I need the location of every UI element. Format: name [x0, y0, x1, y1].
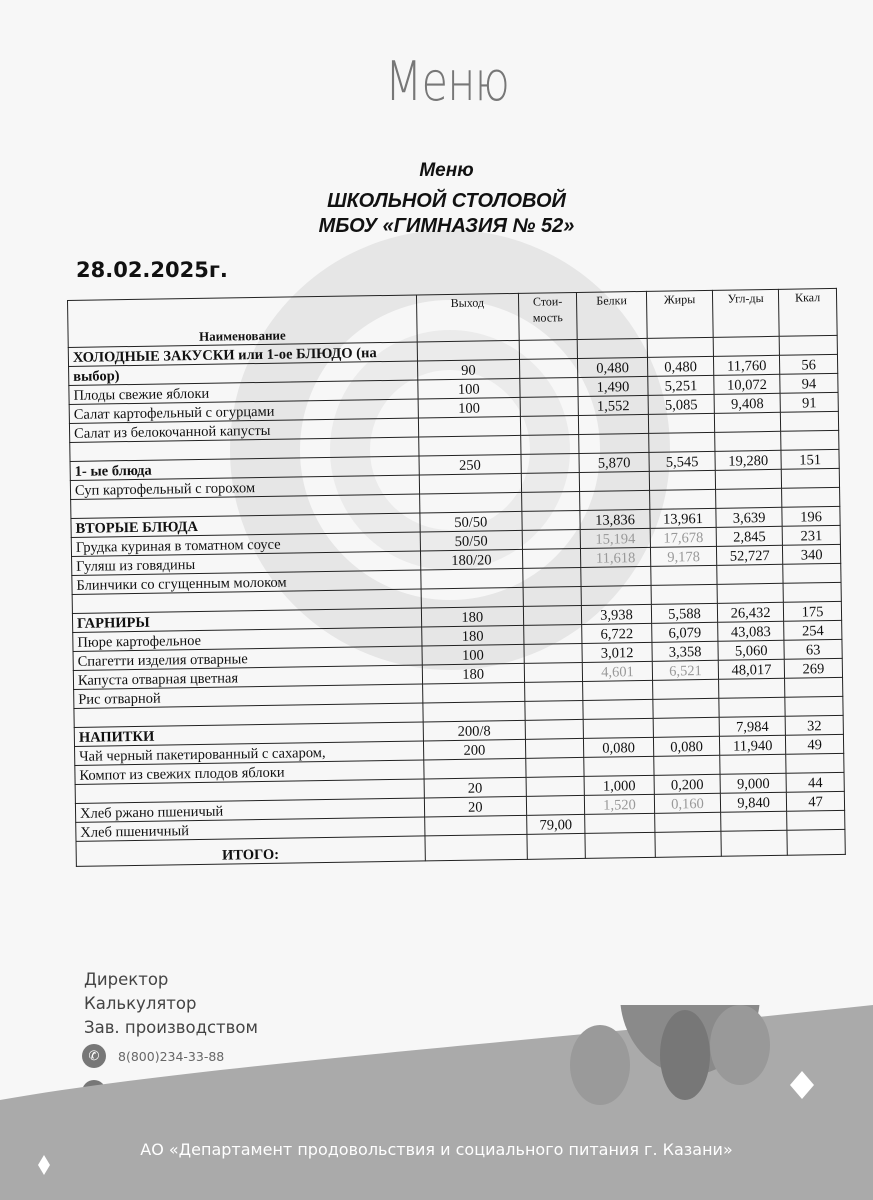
table-cell-b	[579, 433, 649, 453]
table-cell-name: Плоды свежие яблоки	[69, 380, 418, 404]
table-cell-f: 5,085	[648, 394, 714, 414]
table-cell-cost	[523, 605, 581, 625]
table-cell-f	[655, 812, 721, 832]
table-cell-b: 5,870	[579, 452, 649, 472]
table-cell-f: 0,480	[647, 356, 713, 376]
table-cell-out	[421, 587, 524, 608]
table-cell-cost	[525, 700, 583, 720]
menu-date: 28.02.2025г.	[76, 258, 228, 282]
table-cell-name: Компот из свежих плодов яблоки	[75, 760, 424, 784]
table-cell-k: 56	[780, 354, 838, 374]
menu-title: Меню	[419, 160, 474, 181]
table-cell-k: 196	[782, 506, 840, 526]
table-cell-k: 175	[784, 601, 842, 621]
table-cell-b	[581, 566, 651, 586]
table-cell-cost	[521, 453, 579, 473]
table-cell-name: ХОЛОДНЫЕ ЗАКУСКИ или 1-ое БЛЮДО (на	[68, 342, 417, 366]
table-cell-f: 6,079	[652, 622, 718, 642]
table-cell-c	[719, 678, 785, 698]
table-cell-name: Блинчики со сгущенным молоком	[72, 570, 421, 594]
table-cell-k	[785, 677, 843, 697]
table-cell-k: 63	[784, 639, 842, 659]
table-cell-name: Грудка куриная в томатном соусе	[71, 532, 420, 556]
table-cell-k	[787, 810, 845, 830]
table-cell-cost	[526, 795, 584, 815]
table-cell-name: Капуста отварная цветная	[73, 665, 422, 689]
table-cell-c: 2,845	[716, 526, 782, 546]
phone-icon: ✆	[82, 1044, 106, 1068]
table-cell-f: 5,545	[649, 451, 715, 471]
table-cell-cost	[525, 738, 583, 758]
table-cell-out	[419, 492, 522, 513]
table-cell-b: 0,480	[578, 357, 648, 377]
table-cell-cost	[524, 624, 582, 644]
table-cell-c: 10,072	[714, 374, 780, 394]
table-cell-name: ГАРНИРЫ	[72, 608, 421, 632]
table-cell-c: 3,639	[716, 507, 782, 527]
handwritten-title: Меню	[385, 50, 509, 113]
table-cell-f	[649, 470, 715, 490]
table-cell-name: Спагетти изделия отварные	[73, 646, 422, 670]
table-cell-name: Хлеб пшеничный	[76, 817, 425, 841]
table-cell-f: 0,080	[653, 736, 719, 756]
table-cell-cost	[519, 358, 577, 378]
table-cell-c	[719, 697, 785, 717]
table-cell-b: 1,520	[584, 794, 654, 814]
table-cell-c	[715, 469, 781, 489]
table-cell-out	[423, 758, 526, 779]
table-cell-k	[782, 487, 840, 507]
total-label: ИТОГО:	[76, 836, 425, 866]
school-name: МБОУ «ГИМНАЗИЯ № 52»	[318, 215, 575, 237]
table-cell-c: 9,000	[720, 773, 786, 793]
table-cell-b	[578, 414, 648, 434]
table-cell-c	[717, 583, 783, 603]
table-cell-k: 94	[780, 373, 838, 393]
table-cell-k: 254	[784, 620, 842, 640]
table-cell-name: Салат картофельный с огурцами	[69, 399, 418, 423]
table-cell-c	[715, 431, 781, 451]
table-cell-c: 11,760	[714, 355, 780, 375]
table-cell-b: 0,080	[584, 737, 654, 757]
table-cell-f: 9,178	[650, 546, 716, 566]
table-cell-cost	[523, 586, 581, 606]
table-cell-f	[653, 698, 719, 718]
table-cell-b	[581, 585, 651, 605]
table-cell-out: 180/20	[420, 549, 523, 570]
table-cell-f: 3,358	[652, 641, 718, 661]
table-cell-k: 231	[782, 525, 840, 545]
table-cell-f: 0,160	[654, 793, 720, 813]
table-cell-cost	[526, 776, 584, 796]
table-cell-c: 52,727	[717, 545, 783, 565]
table-cell-k: 47	[786, 791, 844, 811]
table-cell-b	[577, 338, 647, 358]
table-cell-out: 180	[422, 663, 525, 684]
table-cell-name: 1- ые блюда	[70, 456, 419, 480]
table-cell-b: 4,601	[582, 661, 652, 681]
table-cell-b: 6,722	[582, 623, 652, 643]
table-cell-out: 50/50	[420, 511, 523, 532]
table-cell-f	[654, 755, 720, 775]
table-cell-f: 6,521	[652, 660, 718, 680]
table-cell-name: Суп картофельный с горохом	[70, 475, 419, 499]
table-cell-name: Пюре картофельное	[73, 627, 422, 651]
table-cell-c: 48,017	[718, 659, 784, 679]
table-cell-b	[583, 718, 653, 738]
table-cell-cost	[525, 719, 583, 739]
table-cell-c: 5,060	[718, 640, 784, 660]
organization-name: АО «Департамент продовольствия и социального питания г. Казани»	[140, 1140, 733, 1159]
table-cell-k: 151	[781, 449, 839, 469]
table-cell-out: 90	[417, 359, 520, 380]
table-cell-cost	[522, 491, 580, 511]
table-cell-f	[653, 717, 719, 737]
table-cell-k	[779, 335, 837, 355]
col-header-name: Наименование	[68, 295, 417, 347]
table-cell-b: 1,000	[584, 775, 654, 795]
table-cell-c: 43,083	[718, 621, 784, 641]
table-cell-b: 3,012	[582, 642, 652, 662]
table-cell-b: 15,194	[580, 528, 650, 548]
table-cell-c: 9,408	[714, 393, 780, 413]
table-cell-f	[651, 565, 717, 585]
table-cell-f: 13,961	[650, 508, 716, 528]
table-cell-out: 50/50	[420, 530, 523, 551]
table-cell-out	[419, 473, 522, 494]
table-cell-cost	[519, 339, 577, 359]
table-cell-b	[584, 756, 654, 776]
table-cell-b: 1,490	[578, 376, 648, 396]
table-cell-out	[417, 340, 520, 361]
table-cell-f: 5,588	[651, 603, 717, 623]
table-cell-c: 19,280	[715, 450, 781, 470]
table-cell-c: 11,940	[720, 735, 786, 755]
footer-wave	[0, 1005, 873, 1200]
table-cell-c	[720, 754, 786, 774]
table-cell-out: 200/8	[423, 720, 526, 741]
table-cell-out: 180	[421, 606, 524, 627]
table-cell-name: Чай черный пакетированный с сахаром,	[75, 741, 424, 765]
table-cell-b: 13,836	[580, 509, 650, 529]
table-cell-out: 180	[421, 625, 524, 646]
table-cell-k: 269	[784, 658, 842, 678]
table-cell-name: Гуляш из говядины	[72, 551, 421, 575]
col-header-cost: Стои-мость	[518, 292, 577, 340]
table-cell-cost	[522, 548, 580, 568]
table-cell-c	[721, 811, 787, 831]
table-cell-k	[783, 582, 841, 602]
table-cell-out	[424, 815, 527, 836]
table-cell-f: 0,200	[654, 774, 720, 794]
table-cell-b: 3,938	[581, 604, 651, 624]
table-cell-name: выбор)	[69, 361, 418, 385]
calculator-label: Калькулятор	[84, 994, 197, 1013]
table-cell-out: 100	[418, 397, 521, 418]
menu-table	[67, 288, 846, 867]
table-cell-k	[781, 430, 839, 450]
table-cell-cost	[526, 757, 584, 777]
table-cell-cost	[521, 472, 579, 492]
table-cell-cost	[520, 377, 578, 397]
table-cell-out	[418, 435, 521, 456]
table-cell-cost	[524, 681, 582, 701]
table-cell-k	[781, 411, 839, 431]
character-mascot	[660, 1010, 710, 1100]
table-cell-f	[651, 584, 717, 604]
table-cell-cost	[524, 643, 582, 663]
table-cell-k	[783, 563, 841, 583]
table-cell-c	[716, 488, 782, 508]
table-cell-k: 49	[786, 734, 844, 754]
table-cell-out: 100	[417, 378, 520, 399]
table-cell-name: Рис отварной	[74, 684, 423, 708]
table-cell-k	[781, 468, 839, 488]
table-cell-cost	[522, 510, 580, 530]
table-cell-out: 20	[424, 796, 527, 817]
table-cell-name: ВТОРЫЕ БЛЮДА	[71, 513, 420, 537]
table-cell-c: 7,984	[719, 716, 785, 736]
menu-subtitle: ШКОЛЬНОЙ СТОЛОВОЙ	[327, 190, 566, 212]
col-header-kcal: Ккал	[779, 288, 838, 336]
col-header-fat: Жиры	[646, 290, 713, 338]
table-cell-f	[653, 679, 719, 699]
table-cell-k: 340	[783, 544, 841, 564]
table-cell-out	[423, 701, 526, 722]
table-cell-f	[647, 337, 713, 357]
table-cell-b	[580, 490, 650, 510]
table-cell-b	[579, 471, 649, 491]
table-cell-f	[649, 432, 715, 452]
table-cell-cost	[521, 434, 579, 454]
table-cell-k	[785, 696, 843, 716]
table-cell-k: 32	[785, 715, 843, 735]
table-cell-name: Салат из белокочанной капусты	[69, 418, 418, 442]
table-cell-f	[648, 413, 714, 433]
table-cell-b	[585, 813, 655, 833]
table-cell-c	[714, 412, 780, 432]
table-cell-out	[422, 682, 525, 703]
table-cell-cost	[520, 396, 578, 416]
table-cell-b	[583, 680, 653, 700]
table-cell-cost	[524, 662, 582, 682]
table-cell-k: 91	[780, 392, 838, 412]
table-cell-out	[418, 416, 521, 437]
table-cell-cost	[520, 415, 578, 435]
table-cell-f: 17,678	[650, 527, 716, 547]
table-cell-c: 9,840	[720, 792, 786, 812]
director-label: Директор	[84, 970, 169, 989]
table-cell-out: 250	[419, 454, 522, 475]
table-cell-k	[786, 753, 844, 773]
character-mascot	[710, 1005, 770, 1085]
table-cell-f: 5,251	[648, 375, 714, 395]
table-cell-b	[583, 699, 653, 719]
table-cell-cost	[523, 567, 581, 587]
table-cell-b: 11,618	[581, 547, 651, 567]
table-cell-out: 20	[424, 777, 527, 798]
col-header-protein: Белки	[577, 291, 648, 339]
character-mascot	[570, 1025, 630, 1105]
table-cell-k: 44	[786, 772, 844, 792]
table-cell-name: Хлеб ржано пшеничый	[75, 798, 424, 822]
table-cell-c	[717, 564, 783, 584]
phone-number[interactable]: 8(800)234-33-88	[118, 1048, 225, 1064]
table-cell-cost	[522, 529, 580, 549]
table-cell-out: 200	[423, 739, 526, 760]
production-label: Зав. производством	[84, 1018, 258, 1037]
col-header-out: Выход	[416, 293, 519, 342]
table-cell-name: НАПИТКИ	[74, 722, 423, 746]
table-cell-out: 100	[422, 644, 525, 665]
col-header-carbs: Угл-ды	[713, 289, 780, 337]
table-cell-cost: 79,00	[527, 814, 585, 834]
table-cell-c	[713, 336, 779, 356]
table-cell-c: 26,432	[717, 602, 783, 622]
table-cell-b: 1,552	[578, 395, 648, 415]
table-cell-out	[420, 568, 523, 589]
table-cell-f	[650, 489, 716, 509]
